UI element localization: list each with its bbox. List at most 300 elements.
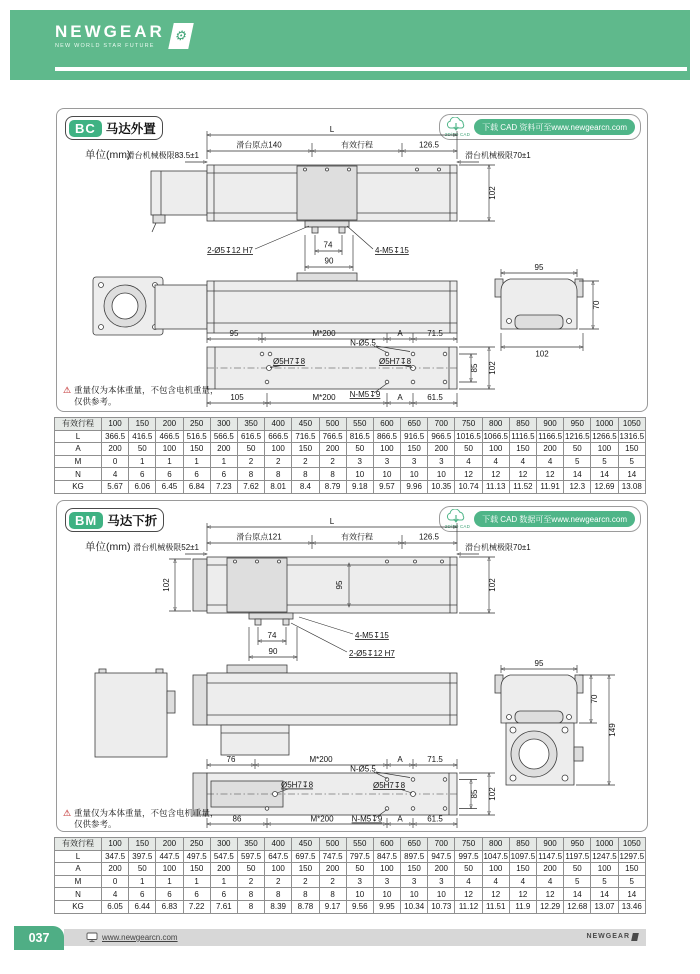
spec-cell: 100 bbox=[265, 443, 292, 456]
spec-cell: 1 bbox=[156, 875, 183, 888]
dim-label: A bbox=[397, 329, 403, 338]
brand-name: NEWGEAR bbox=[55, 22, 165, 41]
spec-header-cell: 950 bbox=[564, 838, 591, 851]
spec-cell: 6.45 bbox=[156, 480, 183, 493]
dim-label: 74 bbox=[323, 240, 333, 250]
spec-row bbox=[55, 455, 646, 468]
spec-cell: 0 bbox=[102, 455, 129, 468]
spec-cell: 6 bbox=[129, 468, 156, 481]
spec-header-cell: 550 bbox=[346, 838, 373, 851]
page-number-badge: 037 bbox=[14, 926, 64, 950]
spec-cell: 716.5 bbox=[292, 430, 319, 443]
spec-cell: 150 bbox=[509, 863, 536, 876]
spec-cell: 14 bbox=[618, 888, 645, 901]
spec-cell: 9.95 bbox=[373, 900, 400, 913]
spec-cell: 8 bbox=[237, 888, 264, 901]
dim-label: 102 bbox=[162, 578, 171, 592]
spec-header-cell: 750 bbox=[455, 418, 482, 431]
spec-cell: 3 bbox=[373, 455, 400, 468]
spec-cell: 10.73 bbox=[428, 900, 455, 913]
spec-cell: 8 bbox=[265, 888, 292, 901]
section-bm bbox=[56, 500, 648, 832]
spec-cell: 1166.5 bbox=[538, 431, 563, 441]
spec-header-cell: 700 bbox=[428, 838, 455, 851]
spec-cell: 200 bbox=[319, 863, 346, 876]
spec-header-cell: 600 bbox=[373, 418, 400, 431]
dim-label: 滑台原点121 bbox=[236, 532, 282, 542]
spec-row bbox=[55, 430, 646, 443]
header-banner bbox=[10, 10, 690, 80]
spec-cell: 6 bbox=[156, 468, 183, 481]
bc-bottom-view bbox=[207, 347, 457, 389]
spec-cell: 8.39 bbox=[265, 900, 292, 913]
spec-cell: 766.5 bbox=[319, 430, 346, 443]
dim-label: 95 bbox=[534, 263, 544, 272]
spec-cell: 10.35 bbox=[428, 480, 455, 493]
spec-cell: 1066.5 bbox=[483, 431, 508, 441]
spec-cell: 12 bbox=[455, 888, 482, 901]
spec-cell: 100 bbox=[156, 443, 183, 456]
spec-cell: 200 bbox=[428, 443, 455, 456]
dim-label: 61.5 bbox=[427, 393, 443, 402]
dim-label: 102 bbox=[535, 349, 549, 359]
spec-cell: 4 bbox=[455, 455, 482, 468]
spec-cell: 6.83 bbox=[156, 900, 183, 913]
spec-cell: 10.74 bbox=[455, 480, 482, 493]
dim-label: 61.5 bbox=[427, 814, 443, 824]
spec-header-cell: 200 bbox=[156, 418, 183, 431]
dim-label: 滑台机械极限70±1 bbox=[465, 151, 531, 160]
spec-header-cell: 350 bbox=[237, 838, 264, 851]
bm-spec-table bbox=[54, 837, 646, 914]
spec-cell: 14 bbox=[591, 468, 618, 481]
cad-icon-label: 2D/3D CAD bbox=[444, 132, 471, 137]
spec-header-cell: 450 bbox=[292, 418, 319, 431]
spec-cell: 10 bbox=[401, 888, 428, 901]
spec-cell: 1316.5 bbox=[619, 431, 645, 441]
spec-cell: 8 bbox=[237, 468, 264, 481]
spec-cell: 200 bbox=[537, 443, 564, 456]
spec-header-cell: 300 bbox=[210, 418, 237, 431]
dim-label: 74 bbox=[267, 631, 277, 640]
spec-cell: 8 bbox=[292, 888, 319, 901]
spec-header-cell: 1000 bbox=[591, 838, 618, 851]
hole-callout: N-M5↧9 bbox=[349, 390, 381, 399]
dim-label: 滑台机械极限83.5±1 bbox=[126, 151, 199, 160]
spec-cell: 14 bbox=[618, 468, 645, 481]
dim-label: 76 bbox=[226, 755, 236, 764]
bc-model-chip: BC bbox=[69, 120, 102, 137]
spec-cell: 4 bbox=[537, 455, 564, 468]
footer-brand-name: NEWGEAR bbox=[586, 933, 630, 940]
banner-divider bbox=[55, 67, 687, 71]
spec-cell: 12 bbox=[455, 468, 482, 481]
spec-cell: 50 bbox=[237, 863, 264, 876]
spec-cell: 8.79 bbox=[319, 480, 346, 493]
spec-cell: 5 bbox=[591, 455, 618, 468]
spec-cell: 4 bbox=[482, 455, 509, 468]
spec-header-cell: 250 bbox=[183, 838, 210, 851]
dim-label: L bbox=[329, 517, 335, 526]
spec-header-cell: 1050 bbox=[618, 838, 645, 851]
spec-cell: 947.5 bbox=[428, 850, 455, 863]
spec-cell: 416.5 bbox=[129, 430, 156, 443]
hole-callout: N-Ø5.5 bbox=[350, 338, 376, 348]
spec-cell: 1 bbox=[183, 875, 210, 888]
dim-label: 90 bbox=[268, 647, 278, 656]
spec-cell: 3 bbox=[373, 875, 400, 888]
dim-label: 90 bbox=[324, 256, 334, 266]
spec-cell: 347.5 bbox=[102, 850, 129, 863]
spec-cell: 11.13 bbox=[482, 480, 509, 493]
dim-label: 70 bbox=[592, 300, 601, 310]
dim-label: 滑台机械极限52±1 bbox=[133, 543, 199, 552]
spec-cell: 6.84 bbox=[183, 480, 210, 493]
spec-header-cell: 450 bbox=[292, 838, 319, 851]
spec-cell: 12 bbox=[537, 468, 564, 481]
spec-cell: 50 bbox=[129, 443, 156, 456]
spec-cell: 50 bbox=[346, 443, 373, 456]
spec-cell: 5 bbox=[618, 455, 645, 468]
spec-cell: 11.91 bbox=[537, 480, 564, 493]
note-text: 重量仅为本体重量，不包含电机重量， bbox=[74, 385, 219, 395]
spec-cell: 6.05 bbox=[102, 900, 129, 913]
dim-label: M*200 bbox=[309, 755, 333, 764]
spec-cell: 10 bbox=[373, 888, 400, 901]
spec-cell: 50 bbox=[455, 443, 482, 456]
spec-cell: 2 bbox=[265, 455, 292, 468]
spec-cell: 1016.5 bbox=[456, 431, 481, 441]
dim-label: 71.5 bbox=[427, 755, 443, 764]
spec-cell: 2 bbox=[319, 455, 346, 468]
dim-label: 71.5 bbox=[427, 329, 443, 338]
spec-cell: 1147.5 bbox=[538, 851, 563, 861]
spec-cell: 597.5 bbox=[237, 850, 264, 863]
dim-label: 95 bbox=[229, 329, 239, 338]
spec-row bbox=[55, 468, 646, 481]
spec-cell: 10 bbox=[346, 888, 373, 901]
spec-cell: 5 bbox=[591, 875, 618, 888]
spec-cell: 547.5 bbox=[210, 850, 237, 863]
spec-cell: 9.18 bbox=[346, 480, 373, 493]
spec-cell: L bbox=[55, 850, 102, 863]
spec-cell: 12.3 bbox=[564, 480, 591, 493]
spec-cell: 6 bbox=[129, 888, 156, 901]
spec-header-cell: 1000 bbox=[591, 418, 618, 431]
spec-cell: 1 bbox=[156, 455, 183, 468]
spec-cell: M bbox=[55, 455, 102, 468]
spec-cell: 50 bbox=[346, 863, 373, 876]
dim-label: 105 bbox=[230, 393, 244, 402]
spec-cell: 12.68 bbox=[564, 900, 591, 913]
spec-cell: 200 bbox=[210, 443, 237, 456]
spec-cell: 12 bbox=[537, 888, 564, 901]
bc-technical-drawing bbox=[57, 125, 647, 411]
spec-cell: 11.51 bbox=[482, 900, 509, 913]
spec-cell: 12.69 bbox=[591, 480, 618, 493]
spec-cell: 5 bbox=[564, 455, 591, 468]
spec-header-cell: 500 bbox=[319, 838, 346, 851]
spec-cell: 12.29 bbox=[537, 900, 564, 913]
dim-label: A bbox=[397, 393, 403, 402]
bc-weight-note bbox=[63, 385, 219, 407]
spec-cell: 10 bbox=[373, 468, 400, 481]
dim-label: A bbox=[397, 814, 403, 824]
spec-header-cell: 650 bbox=[401, 838, 428, 851]
spec-cell: 50 bbox=[237, 443, 264, 456]
spec-row bbox=[55, 443, 646, 456]
spec-cell: 150 bbox=[401, 863, 428, 876]
spec-row bbox=[55, 863, 646, 876]
dim-label: 滑台原点140 bbox=[236, 140, 282, 150]
spec-header-cell: 500 bbox=[319, 418, 346, 431]
dim-label: A bbox=[397, 755, 403, 764]
spec-header-cell: 700 bbox=[428, 418, 455, 431]
bc-model-title: 马达外置 bbox=[105, 122, 156, 136]
spec-cell: KG bbox=[55, 480, 102, 493]
bm-model-title: 马达下折 bbox=[107, 514, 158, 528]
dim-label: 102 bbox=[488, 578, 497, 592]
warning-icon: ⚠ bbox=[63, 808, 72, 818]
hole-callout: 2-Ø5↧12 H7 bbox=[207, 246, 253, 255]
spec-cell: 3 bbox=[401, 455, 428, 468]
hole-callout: Ø5H7↧8 bbox=[272, 357, 306, 366]
spec-cell: 1247.5 bbox=[592, 851, 617, 861]
spec-cell: 150 bbox=[292, 863, 319, 876]
spec-cell: 697.5 bbox=[292, 850, 319, 863]
spec-row bbox=[55, 480, 646, 493]
dim-label: 95 bbox=[534, 659, 544, 668]
spec-cell: 200 bbox=[537, 863, 564, 876]
spec-cell: 0 bbox=[102, 875, 129, 888]
spec-cell: 6 bbox=[156, 888, 183, 901]
spec-cell: 100 bbox=[482, 863, 509, 876]
spec-cell: 12 bbox=[482, 888, 509, 901]
dim-label: 102 bbox=[488, 787, 497, 801]
spec-cell: 1 bbox=[129, 455, 156, 468]
dim-label: M*200 bbox=[312, 329, 336, 338]
brand-logo bbox=[55, 23, 191, 49]
spec-header-cell: 800 bbox=[482, 838, 509, 851]
spec-cell: 13.46 bbox=[618, 900, 645, 913]
spec-cell: 10 bbox=[428, 468, 455, 481]
spec-cell: 397.5 bbox=[129, 850, 156, 863]
spec-cell: 1 bbox=[183, 455, 210, 468]
spec-header-cell: 150 bbox=[129, 418, 156, 431]
bm-unit-label: 单位(mm) bbox=[85, 541, 131, 553]
spec-cell: 100 bbox=[591, 863, 618, 876]
dim-label: 102 bbox=[488, 361, 497, 375]
spec-cell: KG bbox=[55, 900, 102, 913]
dim-label: 126.5 bbox=[418, 532, 440, 542]
spec-header-cell: 1050 bbox=[618, 418, 645, 431]
bc-side-view bbox=[155, 273, 457, 333]
bm-weight-note bbox=[63, 808, 219, 829]
spec-cell: 366.5 bbox=[102, 430, 129, 443]
dim-label: 有效行程 bbox=[341, 140, 373, 150]
spec-cell: A bbox=[55, 443, 102, 456]
spec-cell: 2 bbox=[292, 875, 319, 888]
spec-cell: 9.56 bbox=[346, 900, 373, 913]
spec-row bbox=[55, 888, 646, 901]
spec-cell: 150 bbox=[183, 863, 210, 876]
dim-label: 86 bbox=[232, 814, 242, 824]
spec-cell: 50 bbox=[455, 863, 482, 876]
spec-cell: 4 bbox=[509, 875, 536, 888]
spec-cell: 5 bbox=[618, 875, 645, 888]
spec-header-cell: 有效行程 bbox=[55, 838, 102, 851]
spec-cell: 50 bbox=[564, 443, 591, 456]
spec-header-cell: 850 bbox=[509, 838, 536, 851]
spec-header-cell: 350 bbox=[237, 418, 264, 431]
spec-cell: 150 bbox=[618, 443, 645, 456]
note-text: 仅供参考。 bbox=[74, 819, 117, 829]
spec-header-cell: 200 bbox=[156, 838, 183, 851]
spec-cell: 9.17 bbox=[319, 900, 346, 913]
spec-cell: A bbox=[55, 863, 102, 876]
spec-cell: 200 bbox=[319, 443, 346, 456]
spec-cell: 5.67 bbox=[102, 480, 129, 493]
spec-row bbox=[55, 875, 646, 888]
footer-website-link[interactable] bbox=[86, 932, 178, 943]
bc-unit-label: 单位(mm) bbox=[85, 149, 131, 161]
bc-spec-table bbox=[54, 417, 646, 494]
spec-header-cell: 950 bbox=[564, 418, 591, 431]
spec-cell: 566.5 bbox=[210, 430, 237, 443]
spec-cell: 200 bbox=[102, 443, 129, 456]
dim-label: 85 bbox=[470, 789, 479, 799]
spec-cell: 100 bbox=[265, 863, 292, 876]
spec-cell: 4 bbox=[102, 468, 129, 481]
spec-header-cell: 250 bbox=[183, 418, 210, 431]
spec-cell: 100 bbox=[373, 863, 400, 876]
spec-cell: 1116.5 bbox=[511, 431, 535, 441]
spec-cell: 4 bbox=[482, 875, 509, 888]
spec-cell: 10 bbox=[428, 888, 455, 901]
spec-header-cell: 650 bbox=[401, 418, 428, 431]
hole-callout: Ø5H7↧8 bbox=[280, 780, 314, 790]
spec-cell: 8 bbox=[292, 468, 319, 481]
spec-cell: 1216.5 bbox=[565, 431, 590, 441]
footer-bar bbox=[64, 929, 646, 946]
hole-callout: 2-Ø5↧12 H7 bbox=[349, 649, 395, 658]
spec-row bbox=[55, 900, 646, 913]
hole-callout: 4-M5↧15 bbox=[355, 631, 389, 640]
warning-icon: ⚠ bbox=[63, 385, 72, 395]
spec-cell: 11.12 bbox=[455, 900, 482, 913]
footer-brand-icon bbox=[631, 933, 639, 941]
spec-header-cell: 900 bbox=[537, 838, 564, 851]
dim-label: 95 bbox=[335, 580, 344, 590]
bm-end-view bbox=[495, 675, 583, 785]
spec-cell: 1 bbox=[210, 875, 237, 888]
spec-cell: 8 bbox=[319, 888, 346, 901]
dim-label: 126.5 bbox=[418, 140, 440, 150]
spec-cell: 866.5 bbox=[373, 430, 400, 443]
spec-cell: 897.5 bbox=[401, 850, 428, 863]
spec-cell: 997.5 bbox=[455, 850, 482, 863]
spec-cell: 150 bbox=[401, 443, 428, 456]
spec-cell: 13.08 bbox=[618, 480, 645, 493]
spec-cell: 8.01 bbox=[265, 480, 292, 493]
spec-cell: 150 bbox=[618, 863, 645, 876]
spec-cell: 1 bbox=[129, 875, 156, 888]
spec-header-cell: 100 bbox=[102, 838, 129, 851]
bc-cad-link-text: 下载 CAD 资料可至www.newgearcn.com bbox=[474, 119, 635, 135]
brand-tagline: NEW WORLD STAR FUTURE bbox=[55, 43, 155, 49]
spec-cell: 916.5 bbox=[401, 430, 428, 443]
spec-cell: 8.78 bbox=[292, 900, 319, 913]
spec-cell: 5 bbox=[564, 875, 591, 888]
spec-cell: 8 bbox=[265, 468, 292, 481]
spec-cell: 966.5 bbox=[428, 430, 455, 443]
note-text: 仅供参考。 bbox=[74, 396, 117, 407]
spec-cell: N bbox=[55, 888, 102, 901]
bm-top-view bbox=[193, 557, 457, 625]
bm-model-chip: BM bbox=[69, 512, 103, 529]
spec-header-cell: 300 bbox=[210, 838, 237, 851]
bm-side-view bbox=[193, 665, 457, 755]
spec-header-cell: 550 bbox=[346, 418, 373, 431]
spec-cell: 7.23 bbox=[210, 480, 237, 493]
spec-cell: 11.9 bbox=[509, 900, 536, 913]
spec-header-cell: 400 bbox=[265, 418, 292, 431]
dim-label: 102 bbox=[488, 186, 497, 200]
spec-cell: 6.44 bbox=[129, 900, 156, 913]
spec-cell: 3 bbox=[346, 875, 373, 888]
spec-header-cell: 150 bbox=[129, 838, 156, 851]
spec-cell: 797.5 bbox=[346, 850, 373, 863]
spec-cell: 150 bbox=[183, 443, 210, 456]
spec-cell: 6 bbox=[183, 468, 210, 481]
dim-label: 滑台机械极限70±1 bbox=[465, 543, 531, 552]
spec-header-cell: 800 bbox=[482, 418, 509, 431]
spec-cell: L bbox=[55, 430, 102, 443]
spec-cell: 1266.5 bbox=[592, 431, 617, 441]
cad-icon-label: 2D/3D CAD bbox=[444, 524, 471, 529]
spec-cell: 7.22 bbox=[183, 900, 210, 913]
spec-cell: 50 bbox=[129, 863, 156, 876]
spec-cell: 6 bbox=[210, 888, 237, 901]
spec-cell: 2 bbox=[265, 875, 292, 888]
spec-cell: 7.62 bbox=[237, 480, 264, 493]
spec-cell: 200 bbox=[102, 863, 129, 876]
spec-cell: 6 bbox=[183, 888, 210, 901]
spec-cell: 100 bbox=[482, 443, 509, 456]
bm-bottom-view bbox=[193, 773, 457, 815]
spec-cell: 14 bbox=[591, 888, 618, 901]
spec-header-cell: 600 bbox=[373, 838, 400, 851]
spec-header-cell: 750 bbox=[455, 838, 482, 851]
dim-label: 有效行程 bbox=[341, 532, 373, 542]
spec-cell: 3 bbox=[428, 875, 455, 888]
note-text: 重量仅为本体重量，不包含电机重量， bbox=[74, 808, 219, 818]
brand-logo-icon: ⚙ bbox=[168, 23, 194, 49]
spec-cell: 1047.5 bbox=[483, 851, 508, 861]
bc-top-view bbox=[151, 165, 457, 233]
footer-site-text[interactable]: www.newgearcn.com bbox=[102, 933, 178, 942]
spec-cell: 816.5 bbox=[346, 430, 373, 443]
spec-cell: 8.4 bbox=[292, 480, 319, 493]
spec-cell: 2 bbox=[292, 455, 319, 468]
spec-cell: 150 bbox=[292, 443, 319, 456]
spec-cell: 4 bbox=[102, 888, 129, 901]
spec-header-cell: 850 bbox=[509, 418, 536, 431]
spec-cell: 14 bbox=[564, 888, 591, 901]
spec-cell: 100 bbox=[156, 863, 183, 876]
spec-cell: 2 bbox=[237, 455, 264, 468]
spec-header-row bbox=[55, 838, 646, 851]
